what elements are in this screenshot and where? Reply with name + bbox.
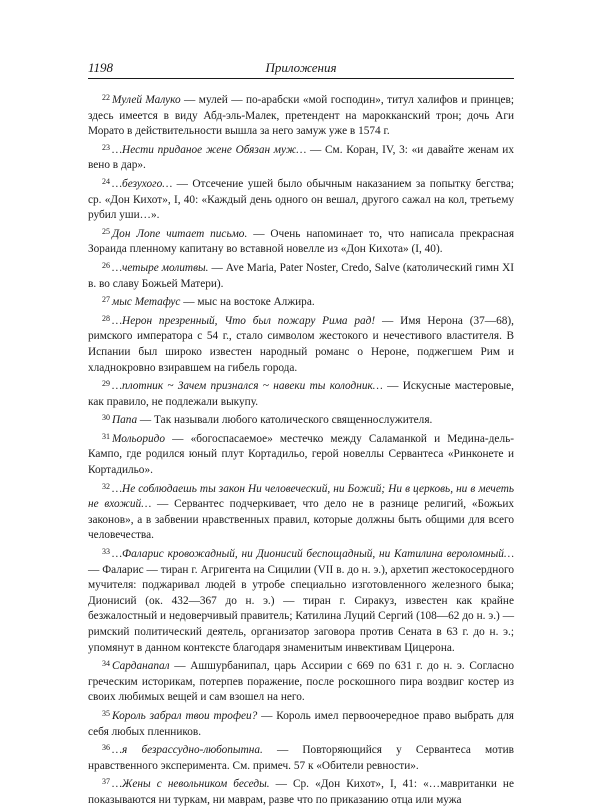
note-text: — Отсечение ушей было обычным наказанием за попытку бегства; ср. «Дон Кихот», I, 40: «Каждый день одного он вешал, другого сажал на кол, третьему рубил уши…». [88,177,514,222]
note-lemma: Папа [112,414,138,427]
notes-list [88,90,514,809]
note-text: — «богоспасаемое» местечко между Саламанкой и Медина-дель-Кампо, где родился юный плут Кортадильо, герой новеллы Сервантеса «Ринконете и Кортадильо». [88,432,514,477]
note-lemma: Король забрал твои трофеи? [112,709,258,722]
running-head: Приложения [265,60,337,75]
note-number: 29 [102,379,110,389]
note-number: 27 [102,295,110,305]
note-23 [88,140,514,174]
note-number: 36 [102,743,110,753]
note-lemma: Дон Лопе читает письмо. [112,227,248,240]
note-29 [88,376,514,410]
note-text: — Ср. «Дон Кихот», I, 41: «…мавританки не показываются ни туркам, ни маврам, разве что по приказанию отца или мужа [88,778,514,806]
note-36 [88,740,514,774]
note-33 [88,544,514,656]
note-35 [88,706,514,740]
note-number: 34 [102,659,110,669]
note-lemma: …Фаларис кровожадный, ни Дионисий беспощадный, ни Катилина вероломный… [112,548,514,561]
note-lemma: …Жены с невольником беседы. [112,778,270,791]
note-22 [88,90,514,140]
note-25 [88,224,514,258]
note-26 [88,258,514,292]
note-number: 24 [102,176,110,186]
note-text: — Сервантес подчеркивает, что дело не в разнице религий, «Божьих законов», а в забвении нравственных правил, которые должны быть общими для всего человечества. [88,498,515,542]
note-28 [88,311,514,376]
note-number: 33 [102,547,110,557]
note-number: 30 [102,413,110,423]
note-text: — мыс на востоке Алжира. [180,296,315,309]
note-lemma: Сарданапал [112,660,170,673]
note-27 [88,292,514,311]
note-text: — Имя Нерона (37—68), римского императора с 54 г., стало символом жестокого и нечестивого властителя. В Испании был широко известен народный романс о Нероне, поджегшем Рим и хладнокровно взиравшем на гибель города. [88,314,514,374]
note-text: — См. Коран, IV, 3: «и давайте женам их вено в дар». [88,143,514,172]
note-lemma: …Нерон презренный, Что был пожару Рима рад! [112,314,376,327]
note-24 [88,174,514,224]
note-lemma: …Не соблюдаешь ты закон Ни человеческий, ни Божий; Ни в церковь, ни в мечеть не вхожий… [88,482,514,511]
note-lemma: Мольоридо [112,432,165,445]
page-header [88,60,514,79]
note-number: 23 [102,142,110,152]
note-37 [88,774,514,808]
note-lemma: Мулей Малуко [112,94,181,106]
note-number: 22 [102,93,110,102]
note-lemma: …безухого… [112,177,173,190]
note-32 [88,479,514,544]
note-number: 26 [102,260,110,270]
note-lemma: …Нести приданое жене Обязан муж… [112,143,307,156]
note-lemma: …плотник ~ Зачем признался ~ навеки ты колодник… [112,380,383,393]
note-text: — Ашшурбанипал, царь Ассирии с 669 по 631 г. до н. э. Согласно греческим историкам, потерпев поражение, после роскошного пира воздвиг костер из своих любимых вещей и сам взошел на него. [88,660,514,704]
note-text: — Король имел первоочередное право выбрать для себя любых пленников. [88,709,514,738]
note-text: — Фаларис — тиран г. Агригента на Сицилии (VII в. до н. э.), архетип жестокосердного мучителя: поджаривал людей в утробе специально изготовленного железного быка; Дионисий (ок. 432—367 до н. э.) — тиран г. Сиракуз, известен как крайне безжалостный и недоверчивый правитель; Катилина Луций Сергий (108—62 до н. э.) — римский политический деятель, организатор заговора против Сената в 63 г. до н. э.; упомянут в данном контексте благодаря знаменитым инвективам Цицерона. [88,563,514,654]
note-30 [88,410,514,429]
note-text: — Очень напоминает то, что написала прекрасная Зораида пленному капитану во вставной новелле из «Дон Кихота» (I, 40). [88,227,515,256]
note-34 [88,656,514,706]
note-text: — Искусные мастеровые, как правило, не подлежали выкупу. [88,380,514,408]
note-lemma: …я безрассудно-любопытна. [112,744,263,757]
note-text: — мулей — по-арабски «мой господин», титул халифов и принцев; здесь имеется в виду Абд-эль-Малек, претендент на марокканский трон; дочь Аги Морато в действительности вышла за него замуж уже в 1574 г. [88,94,514,138]
note-number: 25 [102,226,110,236]
note-number: 31 [102,431,110,441]
note-text: — Повторяющийся у Сервантеса мотив нравственного эксперимента. См. примеч. 57 к «Обители ревности». [88,744,514,772]
page-number: 1198 [88,60,114,75]
note-number: 32 [102,481,110,491]
note-lemma: мыс Метафус [112,296,181,309]
note-number: 28 [102,313,110,323]
note-lemma: …четыре молитвы. [112,261,209,274]
note-number: 37 [102,777,110,787]
note-text: — Ave Maria, Pater Noster, Credo, Salve (католический гимн XI в. во славу Божьей Матери). [88,261,514,290]
note-number: 35 [102,708,110,718]
note-31 [88,429,514,479]
note-text: — Так называли любого католического священнослужителя. [137,414,433,427]
